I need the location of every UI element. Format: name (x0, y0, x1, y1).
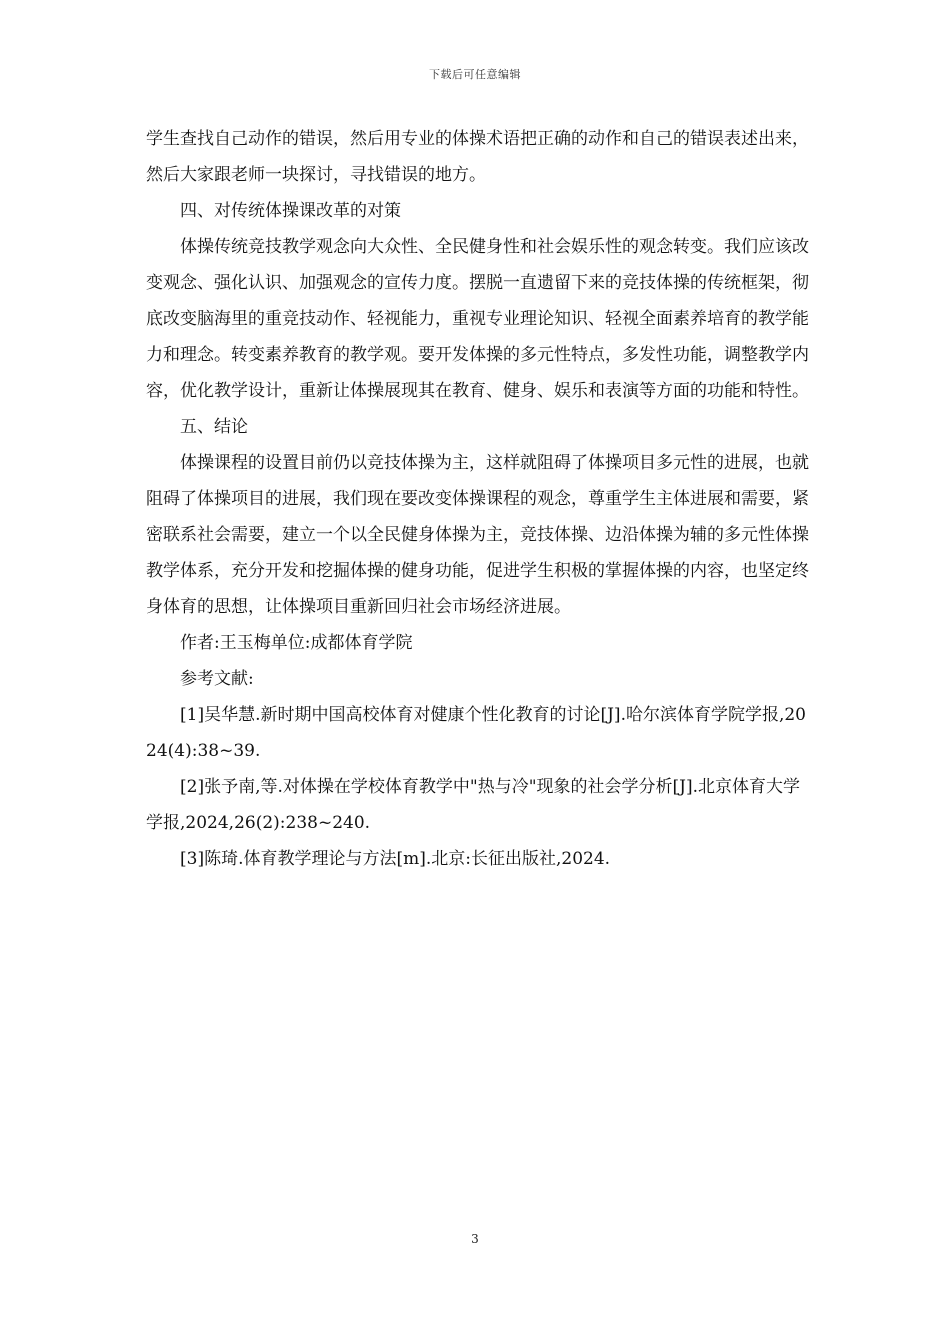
page-header: 下载后可任意编辑 (429, 68, 521, 81)
section-heading-reform: 四、对传统体操课改革的对策 (180, 201, 401, 221)
section-heading-conclusion: 五、结论 (180, 417, 248, 437)
paragraph-continuation: 学生查找自己动作的错误，然后用专业的体操术语把正确的动作和自己的错误表述出来，然后大家跟老师一块探讨，寻找错误的地方。 (146, 129, 809, 185)
reference-item-2: [2]张予南,等.对体操在学校体育教学中"热与冷"现象的社会学分析[J].北京体育大学学报,2024,26(2):238~240. (146, 777, 801, 833)
reference-item-3: [3]陈琦.体育教学理论与方法[m].北京:长征出版社,2024. (180, 849, 611, 869)
paragraph-reform: 体操传统竞技教学观念向大众性、全民健身性和社会娱乐性的观念转变。我们应该改变观念、强化认识、加强观念的宣传力度。摆脱一直遗留下来的竞技体操的传统框架，彻底改变脑海里的重竞技动作、轻视能力，重视专业理论知识、轻视全面素养培育的教学能力和理念。转变素养教育的教学观。要开发体操的多元性特点，多发性功能，调整教学内容，优化教学设计，重新让体操展现其在教育、健身、娱乐和表演等方面的功能和特性。 (146, 237, 809, 401)
references-heading: 参考文献: (180, 669, 254, 689)
reference-item-1: [1]吴华慧.新时期中国高校体育对健康个性化教育的讨论[J].哈尔滨体育学院学报,2024(4):38~39. (146, 705, 807, 761)
page-number: 3 (471, 1232, 479, 1246)
paragraph-conclusion: 体操课程的设置目前仍以竞技体操为主，这样就阻碍了体操项目多元性的进展，也就阻碍了体操项目的进展，我们现在要改变体操课程的观念，尊重学生主体进展和需要，紧密联系社会需要，建立一个以全民健身体操为主，竞技体操、边沿体操为辅的多元性体操教学体系，充分开发和挖掘体操的健身功能，促进学生积极的掌握体操的内容，也坚定终身体育的思想，让体操项目重新回归社会市场经济进展。 (146, 453, 809, 617)
document-body (146, 121, 814, 877)
author-line: 作者:王玉梅单位:成都体育学院 (180, 633, 413, 653)
